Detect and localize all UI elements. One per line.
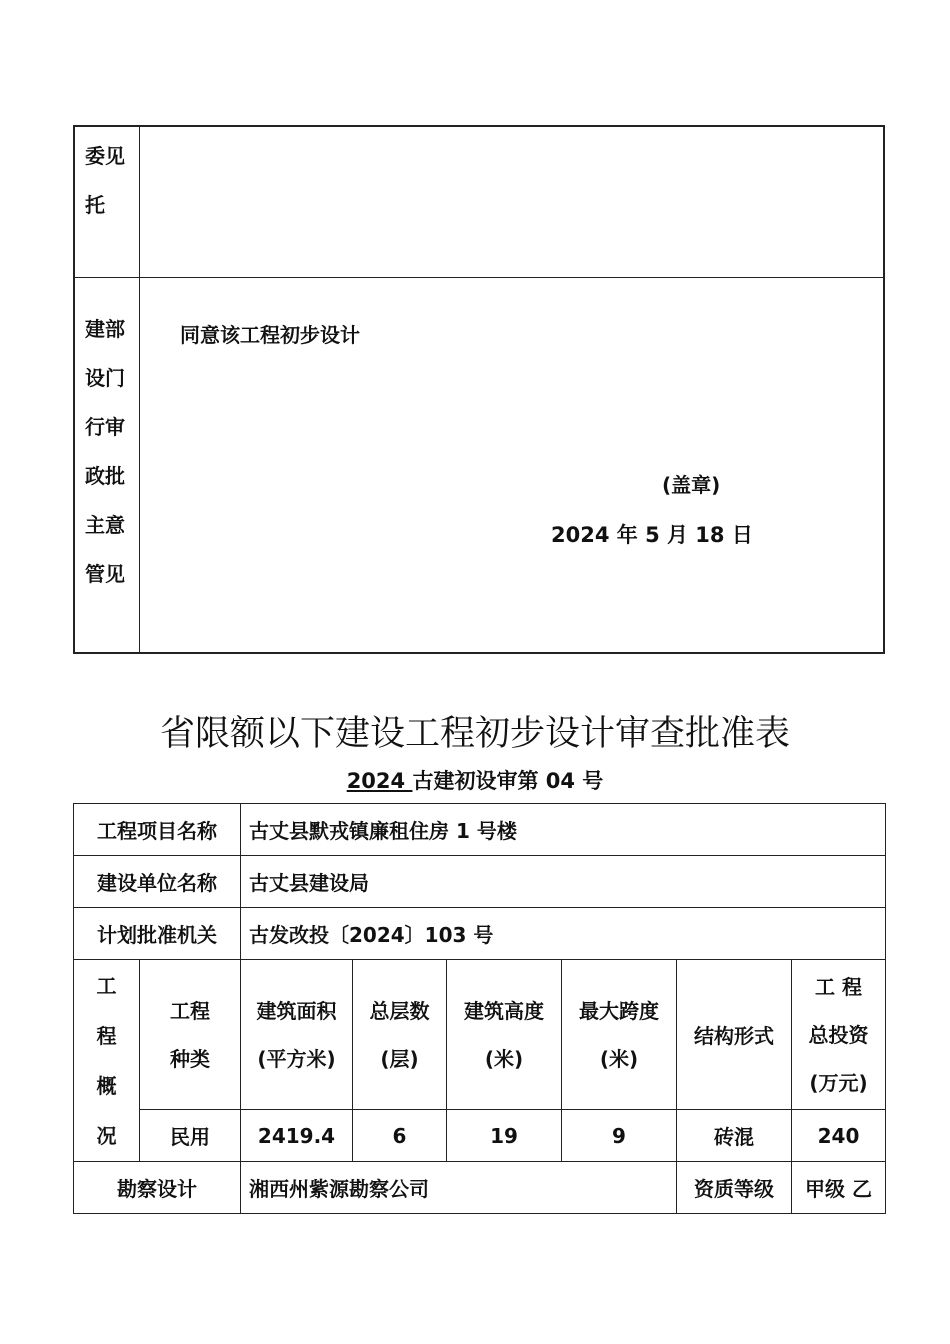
qualification-value: 甲级 乙 (792, 1162, 886, 1214)
overview-values-row (74, 1110, 886, 1162)
survey-design-row (74, 1162, 886, 1214)
value-structure: 砖混 (677, 1110, 792, 1162)
overview-label: 工 程 概 况 (74, 960, 140, 1162)
dept-opinion-row (75, 278, 883, 654)
survey-design-value: 湘西州紫源勘察公司 (241, 1162, 677, 1214)
project-name-value: 古丈县默戎镇廉租住房 1 号楼 (241, 804, 886, 856)
approval-date: 2024 年 5 月 18 日 (551, 523, 753, 547)
seal-placeholder: (盖章) (662, 473, 721, 497)
value-floors: 6 (353, 1110, 447, 1162)
value-span: 9 (562, 1110, 677, 1162)
header-investment: 工 程 总投资 (万元) (792, 960, 886, 1110)
qualification-label: 资质等级 (677, 1162, 792, 1214)
value-height: 19 (447, 1110, 562, 1162)
value-investment: 240 (792, 1110, 886, 1162)
header-height: 建筑高度 (米) (447, 960, 562, 1110)
header-floors: 总层数 (层) (353, 960, 447, 1110)
builder-label: 建设单位名称 (74, 856, 241, 908)
overview-header-row (74, 960, 886, 1110)
project-name-row (74, 804, 886, 856)
plan-approval-label: 计划批准机关 (74, 908, 241, 960)
header-structure: 结构形式 (677, 960, 792, 1110)
project-name-label: 工程项目名称 (74, 804, 241, 856)
entrust-opinion-row (75, 127, 883, 278)
builder-row (74, 856, 886, 908)
entrust-opinion-label: 委见 托 (85, 144, 125, 217)
value-type: 民用 (140, 1110, 241, 1162)
header-span: 最大跨度 (米) (562, 960, 677, 1110)
plan-approval-value: 古发改投〔2024〕103 号 (241, 908, 886, 960)
survey-design-label: 勘察设计 (74, 1162, 241, 1214)
value-area: 2419.4 (241, 1110, 353, 1162)
document-number-rest: 古建初设审第 04 号 (412, 769, 604, 793)
header-area: 建筑面积 (平方米) (241, 960, 353, 1110)
document-number-year: 2024 (346, 769, 413, 793)
approval-opinion-text: 同意该工程初步设计 (180, 323, 360, 347)
builder-value: 古丈县建设局 (241, 856, 886, 908)
plan-approval-row (74, 908, 886, 960)
header-type: 工程 种类 (140, 960, 241, 1110)
dept-opinion-label: 建部 设门 行审 政批 主意 管见 (85, 317, 125, 586)
form-title: 省限额以下建设工程初步设计审查批准表 (159, 714, 790, 754)
project-approval-table (73, 803, 886, 1214)
approval-opinion-table (73, 125, 885, 654)
document-number (0, 765, 950, 795)
